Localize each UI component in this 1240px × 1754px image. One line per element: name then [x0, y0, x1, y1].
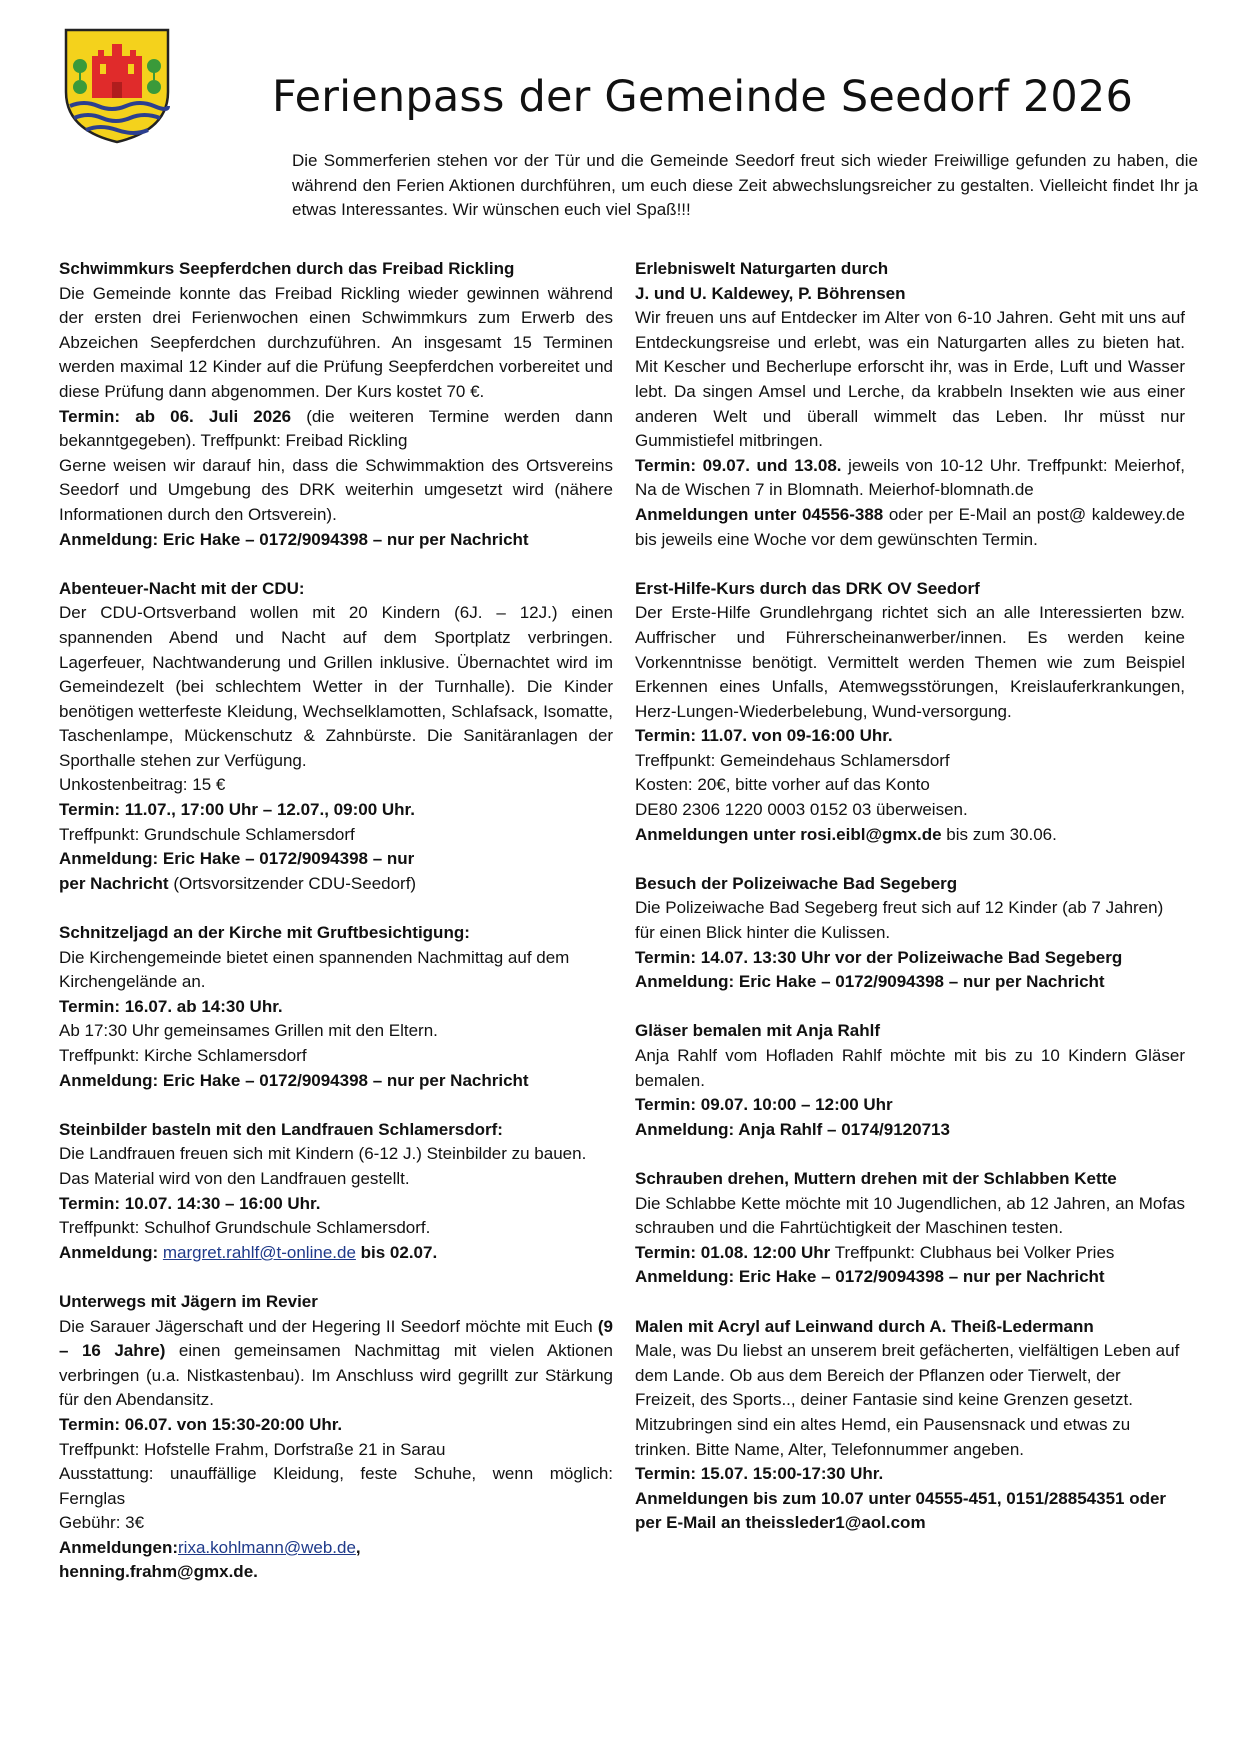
event-note: Gerne weisen wir darauf hin, dass die Schwimmaktion des Ortsvereins Seedorf und Umgebung des DRK weiterhin umgesetzt wird (nähere Informationen durch den Ortsverein).	[59, 455, 613, 524]
event-anmeldung: Anmeldung: Eric Hake – 0172/9094398 – nur	[59, 849, 415, 869]
right-column	[635, 257, 1185, 1560]
event-anmeldung-cont: per Nachricht (Ortsvorsitzender CDU-Seedorf)	[59, 873, 417, 893]
email-link[interactable]: margret.rahlf@t-online.de	[162, 1242, 356, 1262]
event-title: Gläser bemalen mit Anja Rahlf	[635, 1021, 880, 1041]
event-naturgarten	[635, 257, 1185, 552]
event-anmeldung: Anmeldung: margret.rahlf@t-online.de bis 02.07.	[59, 1242, 438, 1262]
event-kosten: Unkostenbeitrag: 15 €	[59, 775, 226, 795]
event-title: Abenteuer-Nacht mit der CDU:	[59, 578, 305, 598]
event-anmeldung-cont: henning.frahm@gmx.de.	[59, 1562, 258, 1582]
event-anmeldung: Anmeldungen:rixa.kohlmann@web.de,	[59, 1537, 361, 1557]
municipal-crest-icon	[62, 26, 172, 144]
event-description: Male, was Du liebst an unserem breit gefächerten, vielfältigen Leben auf dem Lande. Ob aus dem Bereich der Pflanzen oder Tierwelt, der Freizeit, des Sports.., deiner Fantasie sind keine Grenzen gesetzt.	[635, 1341, 1180, 1410]
event-treffpunkt: Treffpunkt: Hofstelle Frahm, Dorfstraße 21 in Sarau	[59, 1439, 446, 1459]
event-description: Die Schlabbe Kette möchte mit 10 Jugendlichen, ab 12 Jahren, an Mofas schrauben und die Fahrtüchtigkeit der Maschinen testen.	[635, 1193, 1186, 1238]
event-treffpunkt: Treffpunkt: Gemeindehaus Schlamersdorf	[635, 750, 950, 770]
event-kosten: Kosten: 20€, bitte vorher auf das Konto	[635, 775, 930, 795]
event-anmeldung: Anmeldungen unter rosi.eibl@gmx.de bis zum 30.06.	[635, 824, 1057, 844]
event-description: Anja Rahlf vom Hofladen Rahlf möchte mit bis zu 10 Kindern Gläser bemalen.	[635, 1046, 1185, 1090]
event-schnitzeljagd	[59, 921, 613, 1093]
event-jaeger	[59, 1290, 613, 1585]
event-extra: Ab 17:30 Uhr gemeinsames Grillen mit den Eltern.	[59, 1021, 438, 1041]
event-mitbringen: Mitzubringen sind ein altes Hemd, ein Pausensnack und etwas zu trinken. Bitte Name, Alter, Telefonnummer angeben.	[635, 1414, 1131, 1459]
event-anmeldung: Anmeldungen unter 04556-388 oder per E-Mail an post@ kaldewey.de bis jeweils eine Woche vor dem gewünschten Termin.	[635, 504, 1186, 549]
event-title: Schnitzeljagd an der Kirche mit Gruftbesichtigung:	[59, 923, 470, 943]
event-malen	[635, 1315, 1185, 1536]
event-erste-hilfe	[635, 577, 1185, 848]
event-description: Der CDU-Ortsverband wollen mit 20 Kindern (6J. – 12J.) einen spannenden Abend und Nacht auf dem Sportplatz verbringen. Lagerfeuer, Nachtwanderung und Grillen inklusive. Übernachtet wird im Gemeindezelt (bei schlechtem Wetter in der Turnhalle). Die Kinder benötigen wetterfeste Kleidung, Wechselklamotten, Schlafsack, Isomatte, Taschenlampe, Mückenschutz & Zahnbürste. Die Sanitäranlagen der Sporthalle stehen zur Verfügung.	[59, 603, 613, 770]
event-termin: Termin: 16.07. ab 14:30 Uhr.	[59, 996, 283, 1016]
event-title: Erst-Hilfe-Kurs durch das DRK OV Seedorf	[635, 578, 980, 598]
left-column	[59, 257, 613, 1610]
event-treffpunkt: Treffpunkt: Grundschule Schlamersdorf	[59, 824, 355, 844]
event-steinbilder	[59, 1118, 613, 1266]
event-title: Steinbilder basteln mit den Landfrauen Schlamersdorf:	[59, 1119, 503, 1139]
event-polizeiwache	[635, 872, 1185, 995]
event-termin: Termin: 11.07. von 09-16:00 Uhr.	[635, 726, 893, 746]
event-termin: Termin: 11.07., 17:00 Uhr – 12.07., 09:00 Uhr.	[59, 800, 415, 820]
event-description: Die Sarauer Jägerschaft und der Hegering II Seedorf möchte mit Euch (9 – 16 Jahre) einen gemeinsamen Nachmittag mit vielen Aktionen verbringen (u.a. Nistkastenbau). Im Anschluss wird gegrillt zur Stärkung für den Abendansitz.	[59, 1316, 613, 1410]
event-title-cont: J. und U. Kaldewey, P. Böhrensen	[635, 283, 906, 303]
event-termin: Termin: 09.07. und 13.08. jeweils von 10-12 Uhr. Treffpunkt: Meierhof, Na de Wischen 7 in Blomnath. Meierhof-blomnath.de	[635, 455, 1186, 500]
event-treffpunkt: Treffpunkt: Schulhof Grundschule Schlamersdorf.	[59, 1218, 431, 1238]
event-description: Wir freuen uns auf Entdecker im Alter von 6-10 Jahren. Geht mit uns auf Entdeckungsreise und erlebt, was ein Naturgarten alles zu bieten hat. Mit Kescher und Becherlupe erforscht ihr, was in Erde, Luft und Wasser lebt. Da singen Amsel und Lerche, da krabbeln Insekten wie aus einer anderen Welt und überall wimmelt das Leben. Ihr müsst nur Gummistiefel mitbringen.	[635, 308, 1185, 451]
event-termin-details: (die weiteren Termine werden dann bekanntgegeben). Treffpunkt: Freibad Rickling	[59, 406, 614, 451]
event-anmeldung: Anmeldung: Eric Hake – 0172/9094398 – nur per Nachricht	[59, 529, 529, 549]
event-gebuehr: Gebühr: 3€	[59, 1513, 145, 1533]
event-title: Erlebniswelt Naturgarten durch	[635, 259, 889, 278]
event-anmeldung: Anmeldungen bis zum 10.07 unter 04555-451, 0151/28854351 oder per E-Mail an theissleder1@aol.com	[635, 1488, 1167, 1533]
event-schwimmkurs	[59, 257, 613, 552]
event-termin: Termin: 14.07. 13:30 Uhr vor der Polizeiwache Bad Segeberg	[635, 947, 1123, 967]
event-description: Die Kirchengemeinde bietet einen spannenden Nachmittag auf dem Kirchengelände an.	[59, 947, 570, 992]
intro-text: Die Sommerferien stehen vor der Tür und die Gemeinde Seedorf freut sich wieder Freiwillige gefunden zu haben, die während den Ferien Aktionen durchführen, um euch diese Zeit abwechslungsreicher zu gestalten. Vielleicht findet Ihr ja etwas Interessantes. Wir wünschen euch viel Spaß!!!	[292, 151, 1198, 219]
event-title: Besuch der Polizeiwache Bad Segeberg	[635, 873, 958, 893]
event-termin: Termin: 15.07. 15:00-17:30 Uhr.	[635, 1464, 884, 1484]
event-schrauben	[635, 1167, 1185, 1290]
event-abenteuer-nacht	[59, 577, 613, 897]
event-termin: Termin: 06.07. von 15:30-20:00 Uhr.	[59, 1414, 343, 1434]
event-termin-date: Termin: ab 06. Juli 2026	[59, 406, 292, 426]
event-termin: Termin: 09.07. 10:00 – 12:00 Uhr	[635, 1095, 893, 1115]
event-anmeldung: Anmeldung: Eric Hake – 0172/9094398 – nur per Nachricht	[59, 1070, 529, 1090]
event-glaeser	[635, 1019, 1185, 1142]
event-description: Die Polizeiwache Bad Segeberg freut sich auf 12 Kinder (ab 7 Jahren) für einen Blick hinter die Kulissen.	[635, 898, 1164, 943]
event-anmeldung: Anmeldung: Anja Rahlf – 0174/9120713	[635, 1119, 950, 1139]
event-termin: Termin: 01.08. 12:00 Uhr Treffpunkt: Clubhaus bei Volker Pries	[635, 1242, 1115, 1262]
event-title: Schwimmkurs Seepferdchen durch das Freibad Rickling	[59, 259, 515, 278]
event-treffpunkt: Treffpunkt: Kirche Schlamersdorf	[59, 1046, 307, 1065]
event-anmeldung: Anmeldung: Eric Hake – 0172/9094398 – nur per Nachricht	[635, 972, 1105, 992]
event-description: Der Erste-Hilfe Grundlehrgang richtet sich an alle Interessierten bzw. Auffrischer und Führerscheinanwerber/innen. Es werden keine Vorkenntnisse benötigt. Vermittelt werden Themen wie zum Beispiel Erkennen eines Unfalls, Atemwegsstörungen, Kreislauferkrankungen, Herz-Lungen-Wiederbelebung, Wund-versorgung.	[635, 603, 1185, 721]
event-ausstattung: Ausstattung: unauffällige Kleidung, feste Schuhe, wenn möglich: Fernglas	[59, 1464, 613, 1508]
page-title: Ferienpass der Gemeinde Seedorf 2026	[272, 72, 1134, 122]
event-title: Unterwegs mit Jägern im Revier	[59, 1291, 318, 1311]
event-title: Malen mit Acryl auf Leinwand durch A. Theiß-Ledermann	[635, 1316, 1094, 1336]
event-anmeldung: Anmeldung: Eric Hake – 0172/9094398 – nur per Nachricht	[635, 1267, 1105, 1287]
event-iban: DE80 2306 1220 0003 0152 03 überweisen.	[635, 800, 968, 820]
event-description: Die Landfrauen freuen sich mit Kindern (6-12 J.) Steinbilder zu bauen. Das Material wird von den Landfrauen gestellt.	[59, 1144, 587, 1188]
event-termin	[59, 405, 613, 454]
email-link[interactable]: rixa.kohlmann@web.de	[178, 1537, 356, 1557]
event-title: Schrauben drehen, Muttern drehen mit der Schlabben Kette	[635, 1168, 1117, 1188]
event-description: Die Gemeinde konnte das Freibad Rickling wieder gewinnen während der ersten drei Ferienwochen einen Schwimmkurs zum Erwerb des Abzeichen Seepferdchen durchzuführen. An insgesamt 15 Terminen werden maximal 12 Kinder auf die Prüfung Seepferdchen vorbereitet und diese Prüfung dann abgenommen. Der Kurs kostet 70 €.	[59, 283, 613, 401]
event-termin: Termin: 10.07. 14:30 – 16:00 Uhr.	[59, 1193, 321, 1213]
